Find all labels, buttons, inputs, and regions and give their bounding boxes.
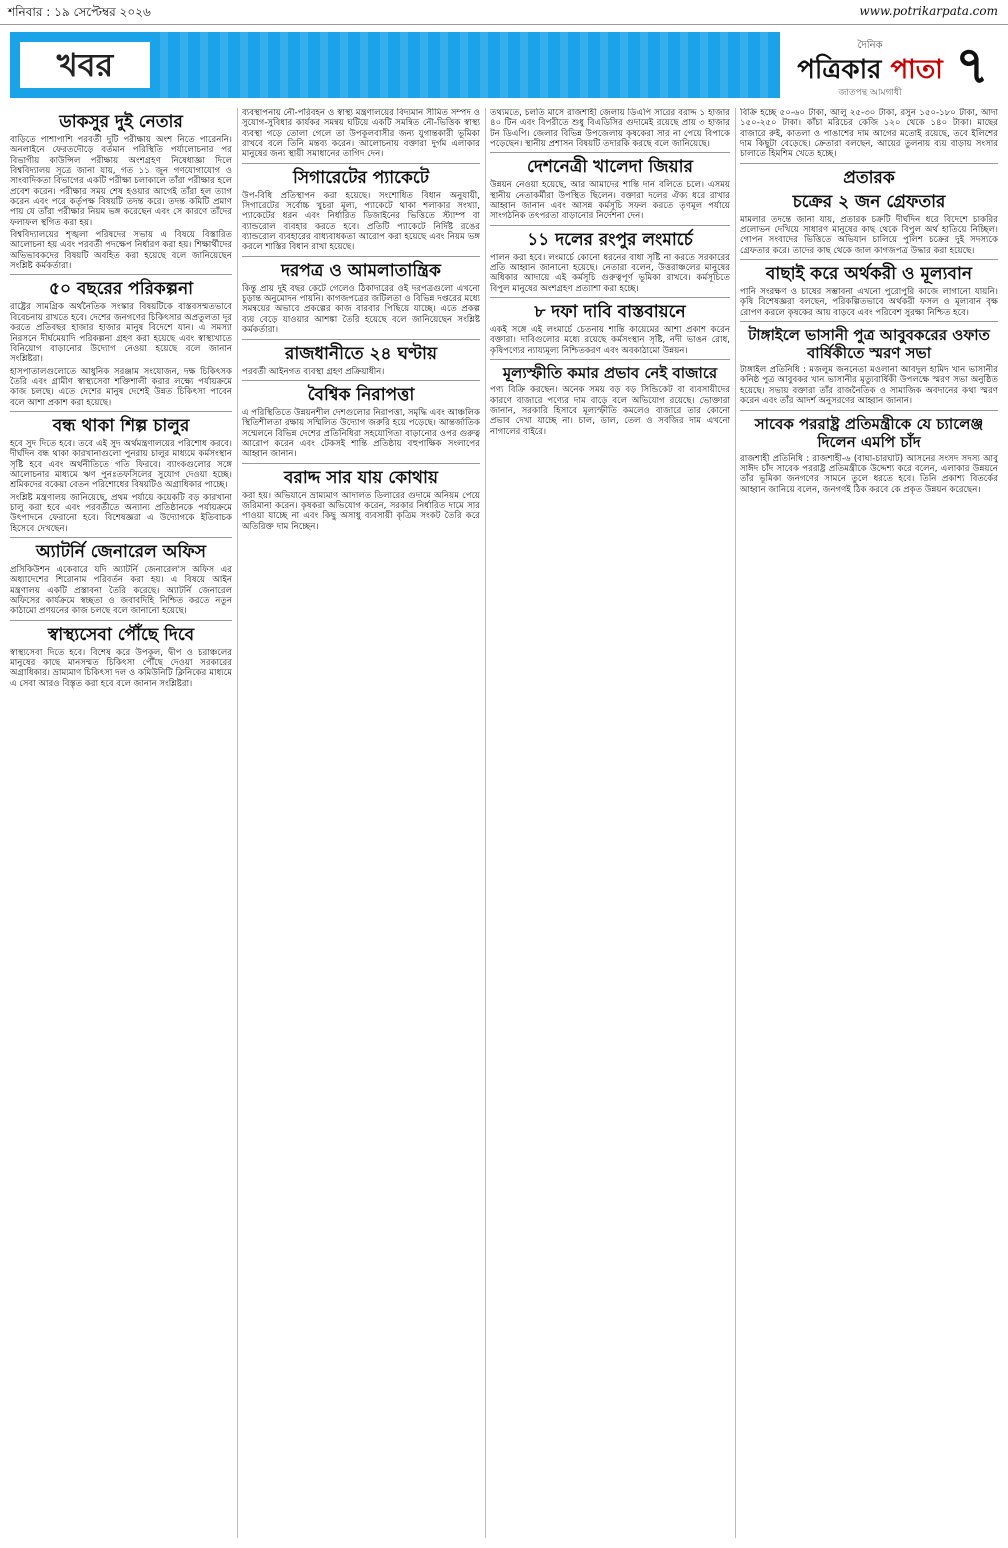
divider: [740, 163, 998, 164]
headline-tender: দরপত্র ও আমলাতান্ত্রিক: [281, 260, 441, 281]
newspaper-logo: [790, 38, 950, 98]
website-url[interactable]: www.potrikarpata.com: [859, 4, 998, 18]
article-text: পানি সংরক্ষণ ও চাষের সম্ভাবনা এখনো পুরোপুরি কাজে লাগানো যায়নি। কৃষি বিশেষজ্ঞরা বলছেন, পরিকল্পিতভাবে অর্থকরী ফসল ও মূল্যবান বৃক্ষ রোপণ করলে কৃষকের আয় বাড়বে এবং পরিবেশ সুরক্ষা নিশ্চিত হবে।: [740, 287, 998, 318]
divider: [490, 297, 730, 298]
divider: [242, 339, 480, 340]
article-text: স্বাস্থ্যসেবা দিতে হবে। বিশেষ করে উপকূল, দ্বীপ ও চরাঞ্চলের মানুষের কাছে মানসম্মত চিকিৎসা পৌঁছে দেওয়া সরকারের অগ্রাধিকার। ভ্রাম্যমাণ চিকিৎসা দল ও কমিউনিটি ক্লিনিকের মাধ্যমে এ সেবা আরও বিস্তৃত করা হবে বলে জানান সংশ্লিষ্টরা।: [10, 647, 232, 689]
article-text: প্রসিকিউশন একেবারে যদি অ্যাটর্নি জেনারেল'স অফিস এর অধ্যাদেশের শিরোনাম পরিবর্তন করা হয়। এ বিষয়ে আইন মন্ত্রণালয় একটি প্রস্তাবনা তৈরি করেছে। অ্যাটর্নি জেনারেল অফিসের কার্যক্রমে স্বচ্ছতা ও জবাবদিহি নিশ্চিত করতে নতুন কাঠামো প্রণয়নের কাজ চলছে বলে জানানো হয়েছে।: [10, 565, 232, 617]
logo-small-text: দৈনিক: [857, 40, 883, 51]
headline-8-point-demand: ৮ দফা দাবি বাস্তবায়নে: [534, 302, 686, 323]
article-text: সংশ্লিষ্ট মন্ত্রণালয় জানিয়েছে, প্রথম পর্যায়ে কয়েকটি বড় কারখানা চালু করা হবে এবং পরবর্তীতে অন্যান্য প্রতিষ্ঠানকে পর্যায়ক্রমে উৎপাদনে ফেরানো হবে। বিশেষজ্ঞরা এ উদ্যোগকে ইতিবাচক হিসেবে দেখছেন।: [10, 492, 232, 534]
banner-stripes: [160, 32, 780, 98]
page-number: ৭: [955, 36, 989, 96]
article-text: বিশ্ববিদ্যালয়ের শৃঙ্খলা পরিষদের সভায় এ বিষয়ে বিস্তারিত আলোচনা হয় এবং পরবর্তী পদক্ষেপ নির্ধারণ করা হয়। শিক্ষার্থীদের অভিভাবকদের বিষয়টি অবহিত করা হয়েছে বলে জানিয়েছেন সংশ্লিষ্ট কর্মকর্তারা।: [10, 230, 232, 272]
divider: [242, 463, 480, 464]
article-text: রাষ্ট্রের সামগ্রিক অর্থনৈতিক সংস্কার বিষয়টিকে বাস্তবসম্মতভাবে বিবেচনায় রাখতে হবে। দেশের জনগণের চিকিৎসার অপ্রতুলতা দূর করতে প্রতিবছর হাজার হাজার মানুষ বিদেশে যান। এ সমস্যা নিরসনে দীর্ঘমেয়াদি পরিকল্পনা গ্রহণ করা হয়েছে এবং স্বাস্থ্যখাতে বিনিয়োগ বাড়ানোর উদ্যোগ নেওয়া হয়েছে বলে জানান সংশ্লিষ্টরা।: [10, 302, 232, 365]
article-text: পরবর্তী আইনগত ব্যবস্থা গ্রহণ প্রক্রিয়াধীন।: [242, 366, 385, 377]
headline-fertilizer: বরাদ্দ সার যায় কোথায়: [284, 467, 438, 488]
article-text: পালন করা হবে। লংমার্চে কোনো ধরনের বাধা সৃষ্টি না করতে সরকারের প্রতি আহ্বান জানানো হয়েছে। নেতারা বলেন, উত্তরাঞ্চলের মানুষের অধিকার আদায়ে এই কর্মসূচি গুরুত্বপূর্ণ ভূমিকা রাখবে। কর্মসূচিতে বিপুল মানুষের অংশগ্রহণ প্রত্যাশা করা হচ্ছে।: [490, 252, 730, 294]
issue-date: শনিবার : ১৯ সেপ্টেম্বর ২০২৬: [8, 5, 151, 19]
column-rule: [237, 108, 238, 1538]
divider: [242, 380, 480, 381]
section-title: খবর: [20, 42, 150, 88]
article-text: হবে সুদ দিতে হবে। তবে এই সুদ অর্থমন্ত্রণালয়ের পরিশোধ করবে। দীর্ঘদিন বন্ধ থাকা কারখানাগুলো পুনরায় চালুর মাধ্যমে কর্মসংস্থান সৃষ্টি হবে এবং অর্থনীতিতে গতি ফিরবে। ব্যাংকগুলোর সঙ্গে আলোচনার মাধ্যমে ঋণ পুনঃতফসিলের সুযোগ দেওয়া হচ্ছে। শ্রমিকদের বকেয়া বেতন পরিশোধের বিষয়টিও অগ্রাধিকার পাচ্ছে।: [10, 438, 232, 491]
headline-global-security: বৈশ্বিক নিরাপত্তা: [307, 384, 415, 405]
article-text: মামলার তদন্তে জানা যায়, প্রতারক চক্রটি দীর্ঘদিন ধরে বিদেশে চাকরির প্রলোভন দেখিয়ে সাধারণ মানুষের কাছ থেকে বিপুল অর্থ হাতিয়ে নিচ্ছিল। গোপন সংবাদের ভিত্তিতে অভিযান চালিয়ে পুলিশ চক্রের দুই সদস্যকে গ্রেফতার করে। তাদের কাছ থেকে জাল কাগজপত্র উদ্ধার করা হয়েছে।: [740, 214, 998, 256]
divider: [10, 411, 232, 412]
headline-cigarette-packet: সিগারেটের প্যাকেটে: [293, 167, 429, 188]
divider: [10, 537, 232, 538]
headline-dakshu: ডাকসুর দুই নেতার: [59, 112, 183, 132]
article-text: পণ্য বিক্রি করছেন। অনেক সময় বড় বড় সিন্ডিকেট বা ব্যবসায়ীদের কারণে বাজারে পণ্যের দাম বাড়ে বলে অভিযোগ রয়েছে। ভোক্তারা জানান, সরকারি হিসাবে মূল্যস্ফীতি কমলেও বাজারে তার কোনো প্রভাব দেখা যাচ্ছে না। চাল, ডাল, তেল ও সবজির দাম এখনো নাগালের বাইরে।: [490, 385, 730, 437]
logo-name: [790, 55, 950, 85]
headline-bhasani-memorial: টাঙ্গাইলে ভাসানী পুত্র আবুবকরের ওফাত বার্ষিকীতে স্মরণ সভা: [748, 326, 990, 363]
article-text: টাঙ্গাইল প্রতিনিধি : মজলুম জননেতা মওলানা আবদুল হামিদ খান ভাসানীর কনিষ্ঠ পুত্র আবুবকর খান ভাসানীর মৃত্যুবার্ষিকী উপলক্ষে স্মরণ সভা অনুষ্ঠিত হয়েছে। সভায় বক্তারা তাঁর রাজনৈতিক ও সামাজিক অবদানের কথা স্মরণ করেন এবং তাঁর আদর্শ অনুসরণের আহ্বান জানান।: [740, 365, 998, 407]
article-text: উপ-বিধি প্রতিস্থাপন করা হয়েছে। সংশোধিত বিধান অনুযায়ী, সিগারেটের সর্বোচ্চ খুচরা মূল্য, প্যাকেটে থাকা শলাকার সংখ্যা, প্যাকেটের ধরন এবং নির্ধারিত ডিজাইনের ভিত্তিতে স্ট্যাম্প বা ব্যান্ডরোল ব্যবহার করতে হবে। প্রতিটি প্যাকেটে নির্দিষ্ট রঙের ব্যান্ডরোল ব্যবহারের বাধ্যবাধকতা আরোপ করা হয়েছে এবং নিয়ম ভঙ্গ করলে শাস্তির বিধান রাখা হয়েছে।: [242, 190, 480, 253]
divider: [490, 359, 730, 360]
headline-mp-challenge: সাবেক পররাষ্ট্র প্রতিমন্ত্রীকে যে চ্যালেঞ্জ দিলেন এমপি চাঁদ: [754, 414, 984, 451]
headline-fraud-arrest: চক্রের ২ জন গ্রেফতার: [792, 191, 946, 212]
divider: [490, 225, 730, 226]
column-2: [242, 108, 480, 1538]
column-rule: [735, 108, 736, 1538]
article-text: বাড়িতে পাশাপাশি পরবর্তী দুটি পরীক্ষায় অংশ নিতে পারেননি। অনলাইনে ফেরতদৌড়ে বর্তমান পরিস্থিতি পর্যালোচনার পর বিভাগীয় কাউন্সিল পরীক্ষায় অংশগ্রহণ নিষেধাজ্ঞা দিলে বিশ্ববিদ্যালয় সূত্রে জানা যায়, গত ১১ জুন গণযোগাযোগ ও সাংবাদিকতা বিভাগের একটি পরীক্ষা চলাকালে তাঁরা পরীক্ষার হলে প্রবেশ করেন। পরীক্ষার সময় শেষ হওয়ার আগেই তাঁরা হল ত্যাগ করেন এবং পরে কর্তৃপক্ষ বিষয়টি তদন্ত করে। তদন্ত কমিটি প্রমাণ পায় যে তাঁরা পরীক্ষার নিয়ম ভঙ্গ করেছেন এবং সে কারণে তাঁদের ফলাফল স্থগিত করা হয়।: [10, 135, 232, 228]
logo-name-a: পত্রিকার: [797, 55, 882, 85]
article-text: হাসপাতালগুলোতে আধুনিক সরঞ্জাম সংযোজন, দক্ষ চিকিৎসক তৈরি এবং গ্রামীণ স্বাস্থ্যসেবা শক্তিশালী করার লক্ষ্যে পর্যায়ক্রমে কাজ চলছে। এতে দেশের মানুষ দেশেই উন্নত চিকিৎসা পাবেন বলে আশা প্রকাশ করা হয়েছে।: [10, 366, 232, 408]
column-4: [740, 108, 998, 1538]
headline-closed-industry: বন্ধ থাকা শিল্প চালুর: [52, 415, 190, 436]
divider: [10, 274, 232, 275]
headline-khaleda-zia: দেশনেত্রী খালেদা জিয়ার: [527, 157, 693, 178]
divider: [242, 256, 480, 257]
logo-tagline: জাতপন্থ আমগাধী: [838, 88, 902, 98]
headline-rangpur-longmarch: ১১ দলের রংপুর লংমার্চে: [527, 229, 693, 250]
headline-fraud-kicker: প্রতারক: [843, 167, 895, 188]
article-text: কিন্তু প্রায় দুই বছর কেটে গেলেও ঠিকাদারের ওই দরপত্রগুলো এখনো চূড়ান্ত অনুমোদন পায়নি। কাগজপত্রের জটিলতা ও বিভিন্ন দপ্তরের মধ্যে সমন্বয়ের অভাবে প্রকল্পের কাজ বারবার পিছিয়ে যাচ্ছে। এতে প্রকল্প ব্যয় বেড়ে যাওয়ার আশঙ্কা তৈরি হয়েছে বলে জানিয়েছেন সংশ্লিষ্ট কর্মকর্তারা।: [242, 283, 480, 336]
divider: [740, 321, 998, 322]
divider: [10, 620, 232, 621]
logo-name-b: পাতা: [890, 55, 943, 85]
article-text: করা হয়। অভিযানে ভ্রাম্যমাণ আদালত ডিলারের গুদামে অনিয়ম পেয়ে জরিমানা করেন। কৃষকরা অভিযোগ করেন, সরকার নির্ধারিত দামে সার পাওয়া যাচ্ছে না এবং কিছু অসাধু ব্যবসায়ী কৃত্রিম সংকট তৈরি করে অতিরিক্ত দাম নিচ্ছেন।: [242, 490, 480, 532]
column-rule: [485, 108, 486, 1538]
section-banner: [10, 32, 998, 102]
divider: [490, 152, 730, 153]
headline-attorney-general: অ্যাটর্নি জেনারেল অফিস: [36, 542, 206, 562]
divider: [740, 259, 998, 260]
article-text: উন্নয়ন নেওয়া হয়েছে, আর আমাদের শান্তি দান বলিতে চলে। এসময় স্থানীয় নেতাকর্মীরা উপস্থিত ছিলেন। বক্তারা দলের ঐক্য ধরে রাখার আহ্বান জানান এবং আসন্ন কর্মসূচি সফল করতে তৃণমূল পর্যায়ে সাংগঠনিক তৎপরতা বাড়ানোর নির্দেশনা দেন।: [490, 180, 730, 222]
headline-health-service: স্বাস্থ্যসেবা পৌঁছে দিবে: [47, 624, 195, 645]
article-text: একই সঙ্গে এই লংমার্চে চেতনায় শান্তি কায়েমের আশা প্রকাশ করেন বক্তারা। দাবিগুলোর মধ্যে রয়েছে কর্মসংস্থান সৃষ্টি, নদী ভাঙন রোধ, কৃষিপণ্যের ন্যায্যমূল্য নিশ্চিতকরণ এবং অবকাঠামো উন্নয়ন।: [490, 325, 730, 356]
headline-inflation: মূল্যস্ফীতি কমার প্রভাব নেই বাজারে: [502, 364, 718, 383]
column-3: [490, 108, 730, 1538]
divider: [242, 163, 480, 164]
column-1: [10, 108, 232, 1538]
headline-capital-24h: রাজধানীতে ২৪ ঘণ্টায়: [284, 343, 437, 364]
headline-50-year-plan: ৫০ বছরের পরিকল্পনা: [48, 279, 194, 300]
divider: [740, 410, 998, 411]
top-bar: [0, 0, 1008, 25]
article-text: বিক্রি হচ্ছে ৫০-৬০ টাকা, আলু ২৫-৩০ টাকা, রসুন ১৫০-১৮০ টাকা, আদা ১৫০-২৫০ টাকা। কাঁচা মরিচের কেজি ১২০ থেকে ১৪০ টাকা। মাছের বাজারে রুই, কাতলা ও পাঙাশের দাম আগের মতোই রয়েছে, তবে ইলিশের দাম কিছুটা বেড়েছে। ক্রেতারা বলছেন, আয়ের তুলনায় ব্যয় বাড়ায় সংসার চালাতে হিমশিম খেতে হচ্ছে।: [740, 108, 998, 160]
article-text: রাজশাহী প্রতিনিধি : রাজশাহী-৬ (বাঘা-চারঘাট) আসনের সংসদ সদস্য আবু সাঈদ চাঁদ সাবেক পররাষ্ট্র প্রতিমন্ত্রীকে উদ্দেশ্য করে বলেন, এলাকার উন্নয়নে তাঁর ভূমিকা জনগণের সামনে তুলে ধরতে হবে। তিনি প্রকাশ্য বিতর্কের আহ্বান জানিয়ে বলেন, জনগণই ঠিক করবে কে প্রকৃত উন্নয়ন করেছেন।: [740, 453, 998, 495]
article-text: তথ্যমতে, চলতি মাসে রাজশাহী জেলায় ডিএপি সারের বরাদ্দ ১ হাজার ৪০ টিন এবং বিপরীতে শুধু বিএডিসির গুদামেই রয়েছে প্রায় ৩ হাজার টন ডিএপি। জেলার বিভিন্ন উপজেলায় কৃষকেরা সার না পেয়ে বিপাকে পড়েছেন। স্থানীয় প্রশাসন বিষয়টি তদারকি করছে বলে জানিয়েছে।: [490, 108, 730, 150]
article-text: ব্যবস্থাপনায় নৌ-পরিবহন ও স্বাস্থ্য মন্ত্রণালয়ের বিদ্যমান সীমিত সম্পদ ও সুযোগ-সুবিধার কার্যকর সমন্বয় ঘটিয়ে একটি সমন্বিত নৌ-ভিত্তিক স্বাস্থ্য ব্যবস্থা গড়ে তোলা গেলে তা উপকূলবাসীর জন্য যুগান্তকারী ভূমিকা রাখবে বলে তিনি মন্তব্য করেন। আলোচনায় বক্তারা দুর্গম এলাকার মানুষের জন্য স্থায়ী সমাধানের তাগিদ দেন।: [242, 108, 480, 160]
article-text: এ পরিস্থিতিতে উন্নয়নশীল দেশগুলোর নিরাপত্তা, সমৃদ্ধি এবং আঞ্চলিক স্থিতিশীলতা রক্ষায় সম্মিলিত উদ্যোগ জরুরি হয়ে পড়েছে। আন্তর্জাতিক সম্মেলনে বিভিন্ন দেশের প্রতিনিধিরা সহযোগিতা বাড়ানোর ওপর গুরুত্ব আরোপ করেন এবং টেকসই শান্তি প্রতিষ্ঠায় বহুপাক্ষিক সংলাপের আহ্বান জানান।: [242, 407, 480, 460]
headline-valuable-crops: বাছাই করে অর্থকরী ও মূল্যবান: [765, 264, 973, 285]
